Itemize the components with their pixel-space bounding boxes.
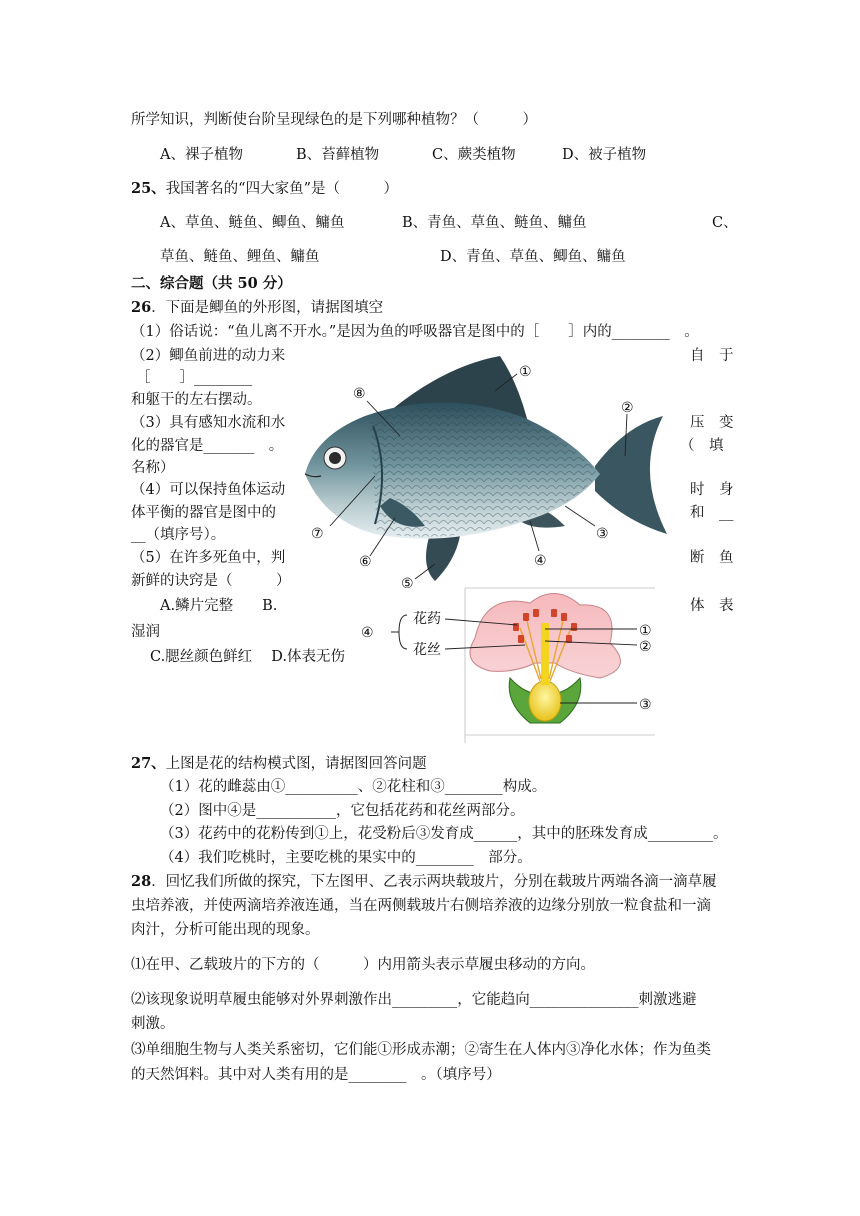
pelvic-fin (426, 534, 460, 581)
q24-option-c: C、蕨类植物 (432, 147, 516, 163)
q28-line1 (131, 872, 717, 892)
q24-option-a: A、裸子植物 (160, 147, 243, 163)
q26-sub2-right: 自 于 (690, 348, 734, 364)
flower-label-4: ④ (361, 625, 374, 641)
fish-illustration (295, 356, 675, 588)
q25-option-b: B、青鱼、草鱼、鲢鱼、鳙鱼 (402, 215, 587, 231)
q26-sub4-right: 时 身 (690, 482, 734, 498)
q26-sub5-right2: 体 表 (690, 598, 734, 614)
q26-sub5-b: 新鲜的诀窍是（ ） (131, 573, 291, 589)
fish-label-4: ④ (534, 553, 547, 569)
q26-sub4-b: 体平衡的器官是图中的 (131, 505, 276, 521)
q26-sub3-a: （3）具有感知水流和水 (131, 415, 286, 431)
q27-sub3: （3）花药中的花粉传到①上，花受粉后③发育成______，其中的胚珠发育成_________。 (160, 826, 728, 842)
q26-sub5-e: C.腮丝颜色鲜红 D.体表无伤 (150, 649, 346, 665)
q27-stem (131, 754, 427, 774)
flower-bracket (391, 615, 407, 649)
q25-stem (131, 179, 398, 199)
q25-option-d: D、青鱼、草鱼、鲫鱼、鳙鱼 (440, 249, 626, 265)
fish-label-1: ① (519, 364, 532, 380)
fish-label-2: ② (621, 400, 634, 416)
q25-option-a: A、草鱼、鲢鱼、鲫鱼、鳙鱼 (160, 215, 345, 231)
q24-stem: 所学知识，判断使台阶呈现绿色的是下列哪种植物？（ ） (131, 112, 537, 128)
q27-number: 27、 (131, 755, 166, 772)
q27-sub2: （2）图中④是___________，它包括花药和花丝两部分。 (160, 803, 525, 819)
q28-line3: 肉汁，分析可能出现的现象。 (131, 922, 320, 938)
q28-line2: 虫培养液，并使两滴培养液连通，当在两侧载玻片右侧培养液的边缘分别放一粒食盐和一滴 (131, 898, 711, 914)
section-title: 二、综合题（共 50 分） (131, 275, 292, 292)
flower-illustration (355, 583, 675, 743)
q26-sub5-c: A.鳞片完整 B. (160, 598, 278, 614)
tail-fin (595, 416, 667, 534)
flower-label-1: ① (639, 623, 652, 639)
q26-sub1: （1）俗话说：“鱼儿离不开水。”是因为鱼的呼吸器官是图中的［ ］内的________ 。 (131, 324, 699, 340)
q27-sub1: （1）花的雌蕊由①__________、②花柱和③________构成。 (160, 779, 547, 795)
q26-sub2-b: ［ ］________ (136, 370, 252, 386)
flower-label-filament: 花丝 (413, 642, 441, 658)
q26-text: ．下面是鲫鱼的外形图，请据图填空 (151, 300, 384, 316)
fish-label-8: ⑧ (353, 386, 366, 402)
fish-pupil (329, 452, 341, 464)
q27-text: 上图是花的结构模式图，请据图回答问题 (165, 756, 427, 772)
flower-style (541, 623, 549, 685)
q28-sub3-b: 的天然饵料。其中对人类有用的是________ 。（填序号） (131, 1067, 501, 1083)
fish-label-6: ⑥ (359, 554, 372, 570)
q28-number: 28 (131, 873, 152, 890)
fish-label-3: ③ (596, 526, 609, 542)
q26-sub3-c: 名称） (131, 460, 175, 476)
q26-stem (131, 298, 383, 318)
q26-sub5-right: 断 鱼 (690, 550, 734, 566)
flower-label-2: ② (639, 639, 652, 655)
q26-sub3-right: 压 变 (690, 415, 734, 431)
q28-text: ．回忆我们所做的探究，下左图甲、乙表示两块载玻片，分别在载玻片两端各滴一滴草履 (151, 874, 717, 890)
q28-sub3-a: ⑶单细胞生物与人类关系密切，它们能①形成赤潮；②寄生在人体内③净化水体；作为鱼类 (131, 1042, 711, 1058)
flower-label-3: ③ (639, 697, 652, 713)
q24-option-d: D、被子植物 (562, 147, 647, 163)
q25-text: 我国著名的“四大家鱼”是（ ） (165, 181, 399, 197)
q25-number: 25、 (131, 180, 166, 197)
q26-sub3-b: 化的器官是_______ 。 (131, 438, 284, 454)
q26-sub2-c: 和躯干的左右摆动。 (131, 392, 262, 408)
q27-sub4: （4）我们吃桃时，主要吃桃的果实中的________ 部分。 (160, 850, 532, 866)
q26-sub3-right2: （ 填 (680, 438, 724, 454)
q26-sub5-d: 湿润 (131, 624, 160, 640)
q26-sub4-a: （4）可以保持鱼体运动 (131, 482, 286, 498)
q28-sub1: ⑴在甲、乙载玻片的下方的（ ）内用箭头表示草履虫移动的方向。 (131, 957, 595, 973)
q26-sub4-c: __（填序号）。 (131, 527, 226, 543)
flower-ovary (529, 681, 561, 721)
fish-label-5: ⑤ (401, 576, 414, 588)
flower-label-anther: 花药 (413, 611, 441, 627)
q26-sub2-a: （2）鲫鱼前进的动力来 (131, 348, 286, 364)
fish-label-7: ⑦ (311, 526, 324, 542)
q24-option-b: B、苔藓植物 (296, 147, 380, 163)
q26-sub5-a: （5）在许多死鱼中，判 (131, 550, 286, 566)
q28-sub2-a: ⑵该现象说明草履虫能够对外界刺激作出_________，它能趋向_______________刺激逃避 (131, 992, 697, 1008)
q25-option-c-label: C、 (712, 215, 738, 231)
q28-sub2-b: 刺激。 (131, 1016, 175, 1032)
q26-number: 26 (131, 299, 152, 316)
q25-option-c-text: 草鱼、鲢鱼、鲤鱼、鳙鱼 (160, 249, 320, 265)
q26-sub4-right2: 和 __ (690, 505, 734, 521)
